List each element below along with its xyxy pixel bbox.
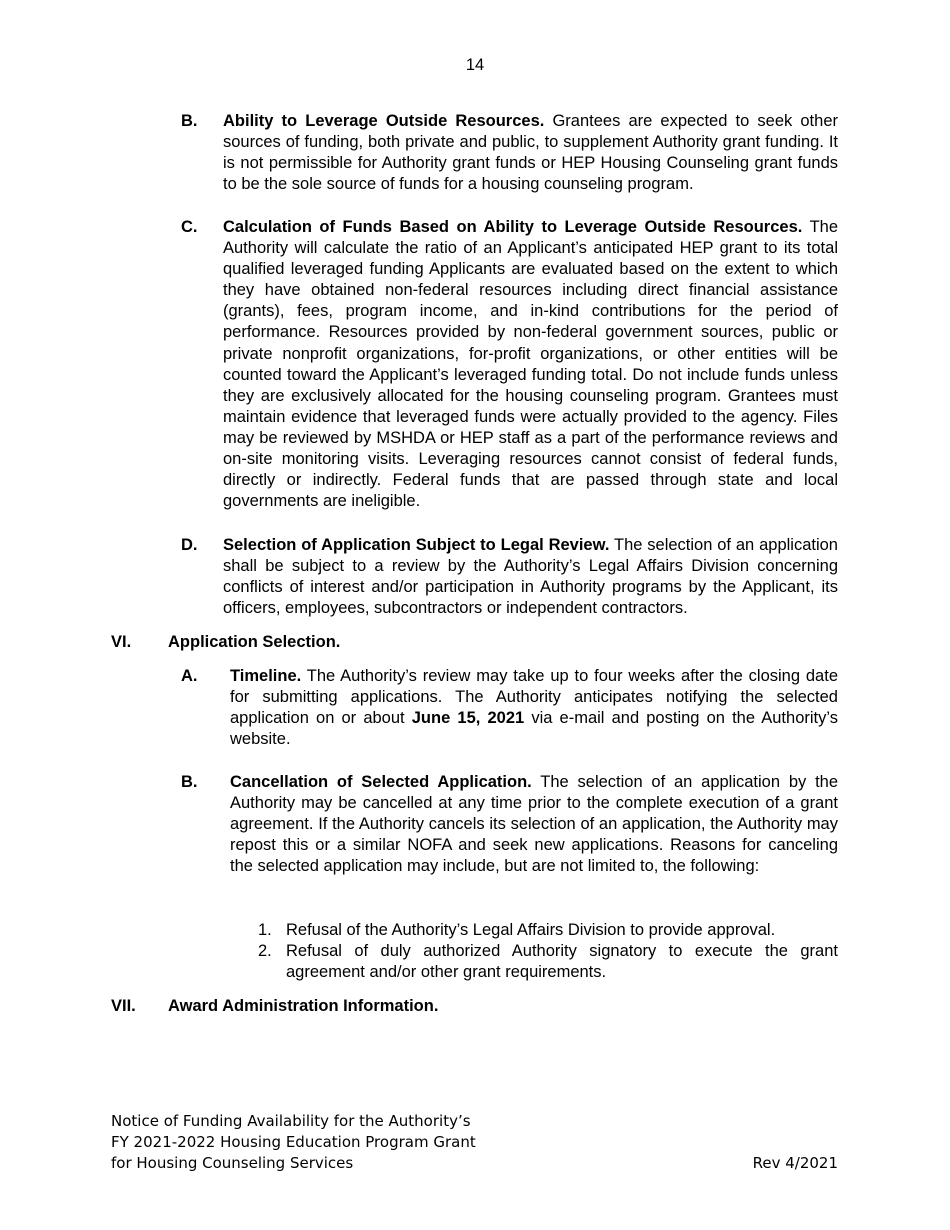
paragraph-text: The selection of an application by the Authority may be cancelled at any time prior to the complete execution of a grant agreement. If the Authority cancels its selection of an application, the Authority may repost this or a similar NOFA and seek new applications. Reasons for canceling the selected application may include, but are not limited to, the following:: [230, 773, 839, 876]
section-number: VI.: [111, 633, 132, 651]
paragraph-heading: Ability to Leverage Outside Resources.: [223, 112, 545, 130]
paragraph-letter: B.: [181, 112, 198, 130]
paragraph-body: [223, 217, 838, 512]
list-item-text: Refusal of the Authority’s Legal Affairs Division to provide approval.: [286, 921, 776, 939]
footer-document-title: [111, 1111, 476, 1174]
paragraph-body: [223, 535, 838, 619]
paragraph-letter: A.: [181, 667, 198, 685]
section-title: Application Selection.: [168, 633, 341, 651]
list-item-number: 2.: [258, 942, 272, 961]
paragraph-text: The selection of an application shall be subject to a review by the Authority’s Legal Affairs Division concerning conflicts of interest and/or participation in Authority programs by the Applicant, its officers, employees, subcontractors or independent contractors.: [223, 536, 838, 618]
paragraph-heading: Selection of Application Subject to Legal Review.: [223, 536, 610, 554]
paragraph-heading: Calculation of Funds Based on Ability to Leverage Outside Resources.: [223, 218, 803, 236]
paragraph-heading: Cancellation of Selected Application.: [230, 773, 532, 791]
paragraph-text: via e-mail and posting on the Authority’s website.: [230, 709, 838, 749]
section-number: VII.: [111, 997, 136, 1015]
paragraph-text: Grantees are expected to seek other sources of funding, both private and public, to supplement Authority grant funding. It is not permissible for Authority grant funds or HEP Housing Counseling grant funds to be the sole source of funds for a housing counseling program.: [223, 112, 838, 194]
paragraph-a-timeline: [181, 666, 838, 750]
paragraph-body: [230, 666, 838, 750]
footer-line: FY 2021-2022 Housing Education Program Grant: [111, 1133, 476, 1151]
list-item: [258, 920, 838, 941]
paragraph-b-leverage: [181, 111, 838, 195]
footer-revision: Rev 4/2021: [752, 1154, 838, 1172]
paragraph-letter: D.: [181, 536, 198, 554]
paragraph-c-calculation: [181, 217, 838, 512]
footer-line: Notice of Funding Availability for the Authority’s: [111, 1112, 471, 1130]
paragraph-letter: C.: [181, 218, 198, 236]
notification-date: June 15, 2021: [411, 709, 525, 728]
section-title: Award Administration Information.: [168, 997, 439, 1015]
paragraph-d-legal-review: [181, 535, 838, 619]
section-vii-heading: [111, 996, 438, 1017]
paragraph-letter: B.: [181, 773, 198, 791]
paragraph-body: [223, 111, 838, 195]
list-item-number: 1.: [258, 921, 272, 939]
paragraph-body: [230, 772, 838, 877]
footer-line: for Housing Counseling Services: [111, 1154, 354, 1172]
paragraph-b-cancellation: [181, 772, 838, 877]
list-item-text: Refusal of duly authorized Authority signatory to execute the grant agreement and/or other grant requirements.: [286, 942, 838, 982]
paragraph-text: The Authority’s review may take up to four weeks after the closing date for submitting applications. The Authority anticipates notifying the selected application on or about: [230, 667, 838, 728]
section-vi-heading: [111, 632, 340, 653]
cancellation-reasons-list: [258, 920, 838, 983]
page-number: 14: [465, 56, 485, 74]
list-item: [258, 941, 838, 983]
paragraph-text: The Authority will calculate the ratio of an Applicant’s anticipated HEP grant to its total qualified leveraged funding Applicants are evaluated based on the extent to which they have obtained non-federal resources including direct financial assistance (grants), fees, program income, and in-kind contributions for the period of performance. Resources provided by non-federal government sources, public or private nonprofit organizations, for-profit organizations, or other entities will be counted toward the Applicant’s leveraged funding total. Do not include funds unless they are exclusively allocated for the housing counseling program. Grantees must maintain evidence that leveraged funds were actually provided to the agency. Files may be reviewed by MSHDA or HEP staff as a part of the performance reviews and on-site monitoring visits. Leveraging resources cannot consist of federal funds, directly or indirectly. Federal funds that are passed through state and local governments are ineligible.: [223, 218, 838, 511]
paragraph-heading: Timeline.: [230, 667, 302, 685]
